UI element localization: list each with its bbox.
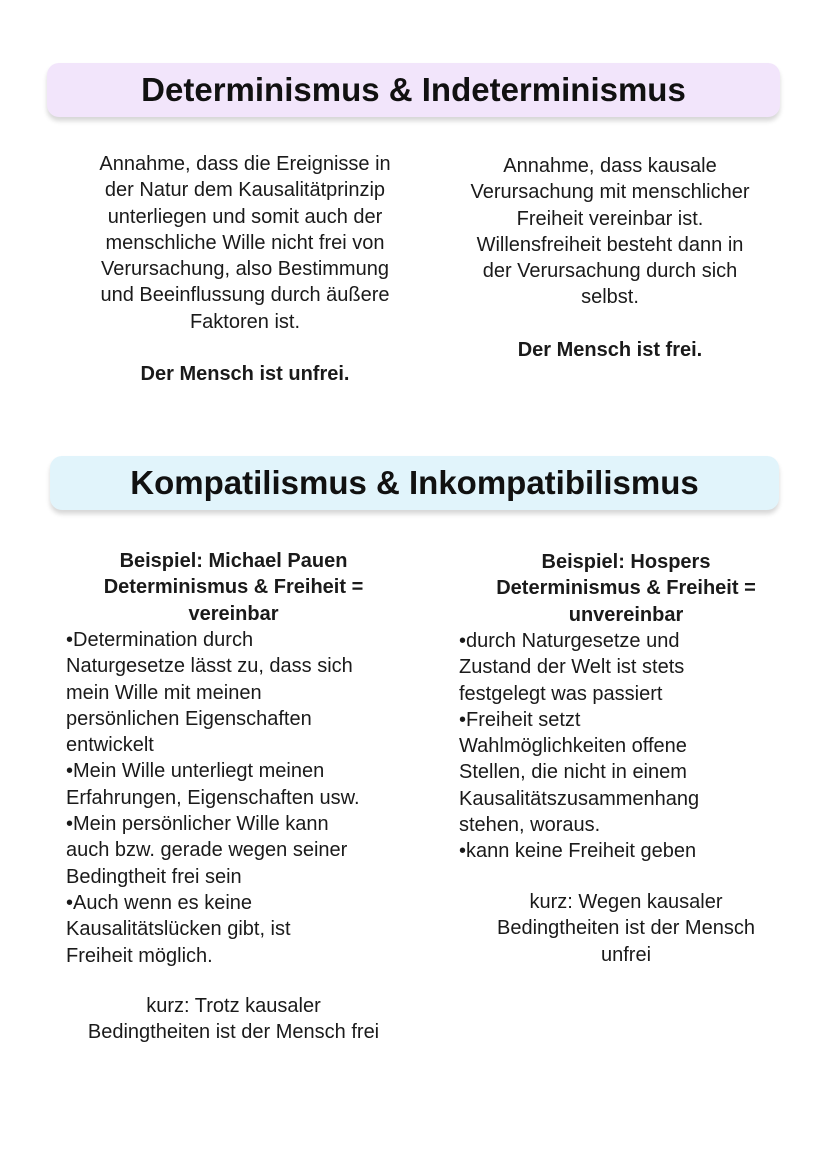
- example-title: Beispiel: Michael Pauen: [119, 550, 348, 572]
- hospers-heading: [452, 549, 800, 628]
- pauen-summary: [50, 993, 417, 1046]
- indeterminismus-conclusion: Der Mensch ist frei.: [517, 338, 703, 361]
- text-line: •Auch wenn es keine: [66, 891, 253, 914]
- text-line: stehen, woraus.: [459, 814, 601, 837]
- text-line: Zustand der Welt ist stets: [459, 656, 685, 679]
- text-line: •durch Naturgesetze und: [459, 630, 680, 652]
- text-line: Annahme, dass die Ereignisse in: [99, 153, 391, 175]
- text-line: Faktoren ist.: [189, 310, 301, 333]
- text-line: •Mein Wille unterliegt meinen: [66, 760, 325, 783]
- text-line: Verursachung mit menschlicher: [470, 181, 750, 204]
- text-line: persönlichen Eigenschaften: [66, 707, 312, 730]
- determinismus-definition: [58, 151, 432, 387]
- text-line: Kausalitätslücken gibt, ist: [66, 918, 291, 941]
- text-line: entwickelt: [66, 734, 154, 757]
- text-line: festgelegt was passiert: [459, 682, 663, 705]
- text-line: mein Wille mit meinen: [66, 681, 262, 704]
- indeterminismus-definition: [440, 153, 780, 363]
- text-line: •Mein persönlicher Wille kann: [66, 813, 329, 836]
- text-line: auch bzw. gerade wegen seiner: [66, 839, 348, 862]
- determinismus-conclusion: Der Mensch ist unfrei.: [140, 363, 350, 386]
- pauen-arguments: [66, 627, 416, 969]
- text-line: menschliche Wille nicht frei von: [105, 231, 385, 254]
- text-line: der Natur dem Kausalitätprinzip: [104, 179, 386, 202]
- text-line: der Verursachung durch sich: [482, 260, 738, 283]
- example-verdict: unvereinbar: [568, 603, 684, 626]
- hospers-summary: [462, 889, 790, 968]
- example-verdict: vereinbar: [188, 602, 279, 625]
- text-line: Bedingtheit frei sein: [66, 865, 242, 888]
- text-line: und Beeinflussung durch äußere: [100, 284, 390, 307]
- text-line: Naturgesetze lässt zu, dass sich: [66, 655, 353, 678]
- text-line: selbst.: [581, 286, 639, 309]
- section-title-determinismus: Determinismus & Indeterminismus: [47, 63, 780, 117]
- text-line: Stellen, die nicht in einem: [459, 761, 687, 784]
- summary-line: Bedingtheiten ist der Mensch frei: [87, 1021, 380, 1044]
- text-line: Wahlmöglichkeiten offene: [459, 735, 687, 758]
- summary-line: Bedingtheiten ist der Mensch: [497, 917, 755, 940]
- text-line: Freiheit möglich.: [66, 944, 213, 967]
- text-line: •Freiheit setzt: [459, 708, 581, 731]
- pauen-heading: [50, 548, 417, 627]
- text-line: •kann keine Freiheit geben: [459, 840, 697, 863]
- section-title-kompatibilismus: Kompatilismus & Inkompatibilismus: [50, 456, 779, 510]
- text-line: unterliegen und somit auch der: [107, 205, 383, 228]
- text-line: Verursachung, also Bestimmung: [101, 258, 389, 281]
- text-line: Freiheit vereinbar ist.: [516, 207, 704, 230]
- example-thesis: Determinismus & Freiheit =: [496, 577, 756, 600]
- example-thesis: Determinismus & Freiheit =: [103, 576, 364, 599]
- summary-line: kurz: Wegen kausaler: [529, 891, 723, 913]
- text-line: Erfahrungen, Eigenschaften usw.: [66, 786, 360, 809]
- hospers-arguments: [459, 628, 799, 865]
- example-title: Beispiel: Hospers: [541, 551, 711, 573]
- text-line: Annahme, dass kausale: [503, 155, 717, 177]
- summary-line: kurz: Trotz kausaler: [146, 995, 321, 1017]
- text-line: •Determination durch: [66, 629, 254, 651]
- text-line: Willensfreiheit besteht dann in: [476, 233, 744, 256]
- text-line: Kausalitätszusammenhang: [459, 787, 700, 810]
- summary-line: unfrei: [600, 943, 652, 966]
